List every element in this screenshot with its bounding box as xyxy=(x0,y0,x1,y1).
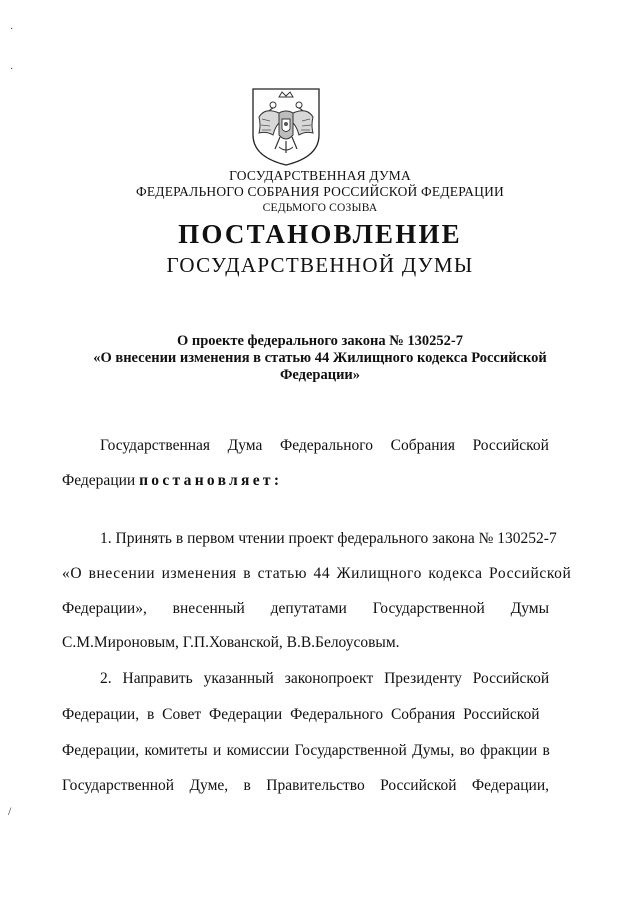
item1-line-2: «О внесении изменения в статью 44 Жилищного кодекса Российской xyxy=(62,565,572,582)
double-headed-eagle-icon xyxy=(249,87,323,167)
item1-line-3 xyxy=(62,600,549,618)
item1-word: Думы xyxy=(510,600,549,617)
item2-word: Федерации, xyxy=(471,777,549,794)
item2-line-4 xyxy=(62,777,549,795)
item1-line-1: 1. Принять в первом чтении проект федерального закона № 130252-7 xyxy=(100,530,557,547)
item2-line-1: 2. Направить указанный законопроект Президенту Российской xyxy=(100,670,550,687)
item2-line-2: Федерации, в Совет Федерации Федерального Собрания Российской xyxy=(62,706,540,723)
item2-word: Правительство xyxy=(266,777,365,794)
item1-word: внесенный xyxy=(172,600,245,617)
item2-line-3: Федерации, комитеты и комиссии Государственной Думы, во фракции в xyxy=(62,742,550,759)
scan-speck: · xyxy=(10,64,14,75)
item1-line-4: С.М.Мироновым, Г.П.Хованской, В.В.Белоусовым. xyxy=(62,634,400,651)
resolves-word: постановляет: xyxy=(139,472,283,489)
document-type-title: ПОСТАНОВЛЕНИЕ xyxy=(178,219,462,249)
item2-word: в xyxy=(243,777,251,794)
organization-line-1: ГОСУДАРСТВЕННАЯ ДУМА xyxy=(229,168,411,183)
issuer-subtitle: ГОСУДАРСТВЕННОЙ ДУМЫ xyxy=(166,253,474,277)
subject-line-3: Федерации» xyxy=(279,367,361,383)
preamble-word: Собрания xyxy=(390,437,455,454)
preamble-word: Дума xyxy=(227,437,263,454)
preamble-word: Федерального xyxy=(279,437,374,454)
preamble-line-2 xyxy=(62,472,549,490)
preamble-text: Федерации xyxy=(62,472,140,489)
item1-word: Федерации», xyxy=(62,600,147,617)
organization-line-2: ФЕДЕРАЛЬНОГО СОБРАНИЯ РОССИЙСКОЙ ФЕДЕРАЦИИ xyxy=(136,184,504,199)
item2-word: Российской xyxy=(380,777,457,794)
preamble-line-1 xyxy=(100,437,549,455)
subject-line-1: О проекте федерального закона № 130252-7 xyxy=(176,333,464,349)
preamble-word: Государственная xyxy=(100,437,211,454)
scan-speck: / xyxy=(8,804,12,818)
preamble-word: Российской xyxy=(472,437,549,454)
resolution-subject xyxy=(0,333,640,384)
item2-word: Государственной xyxy=(62,777,175,794)
item2-word: Думе, xyxy=(189,777,229,794)
convocation-line: СЕДЬМОГО СОЗЫВА xyxy=(262,202,378,214)
subject-line-2: «О внесении изменения в статью 44 Жилищного кодекса Российской xyxy=(93,350,547,366)
item1-word: депутатами xyxy=(270,600,347,617)
item1-word: Государственной xyxy=(372,600,485,617)
coat-of-arms-emblem xyxy=(249,87,323,167)
scan-speck: · xyxy=(10,24,14,35)
